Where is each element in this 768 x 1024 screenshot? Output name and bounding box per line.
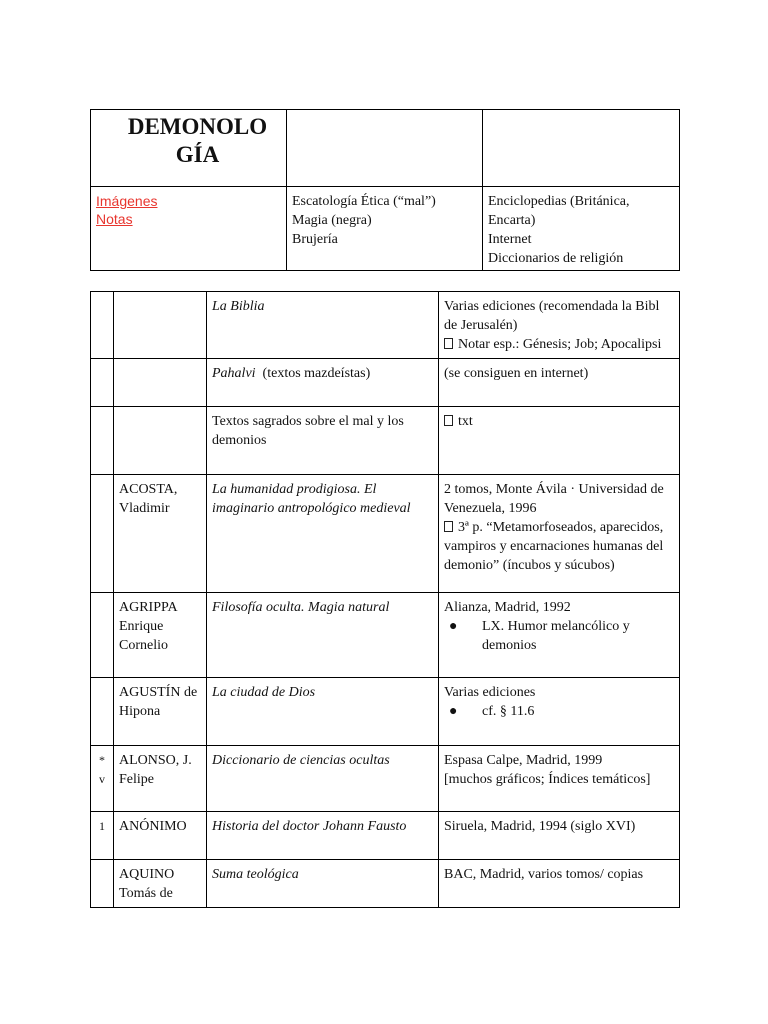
work-title: La humanidad prodigiosa. El imaginario antropológico medieval — [212, 482, 411, 516]
note-line: [muchos gráficos; Índices temáticos] — [444, 772, 651, 787]
row-mark: v — [99, 772, 105, 786]
author-name: ALONSO, J. Felipe — [119, 753, 192, 787]
note-line: BAC, Madrid, varios tomos/ copias — [444, 867, 644, 882]
topic-item: Escatología Ética (“mal”) — [292, 194, 436, 209]
work-title: La ciudad de Dios — [212, 685, 316, 700]
note-line: Alianza, Madrid, 1992 — [444, 600, 571, 615]
links-cell — [91, 187, 287, 271]
work-title: La Biblia — [212, 299, 265, 314]
source-item: Internet — [488, 232, 532, 247]
author-cell — [114, 812, 207, 860]
notes-cell — [439, 407, 680, 475]
sources-cell — [483, 187, 680, 271]
author-name: AGUSTÍN de Hipona — [119, 685, 198, 719]
topics-cell — [287, 187, 483, 271]
row-mark-cell — [91, 292, 114, 359]
author-cell — [114, 860, 207, 908]
topic-item: Magia (negra) — [292, 213, 372, 228]
notes-cell — [439, 593, 680, 678]
row-mark-cell — [91, 678, 114, 746]
bibliography-table — [90, 291, 680, 908]
table-row — [91, 407, 680, 475]
table-row — [91, 812, 680, 860]
link-notas[interactable]: Notas — [96, 211, 133, 227]
notes-cell — [439, 860, 680, 908]
header-table — [90, 109, 680, 271]
author-cell — [114, 746, 207, 812]
work-title: Diccionario de ciencias ocultas — [212, 753, 390, 768]
author-name: ACOSTA, Vladimir — [119, 482, 178, 516]
note-line: vampiros y encarnaciones humanas del — [444, 539, 664, 554]
row-mark-cell — [91, 746, 114, 812]
author-name: AQUINO Tomás de — [119, 867, 175, 901]
bullet-item — [444, 617, 679, 655]
source-item: Diccionarios de religión — [488, 251, 624, 266]
row-mark-cell — [91, 860, 114, 908]
notes-cell — [439, 746, 680, 812]
bullet-icon: ● — [449, 619, 458, 634]
source-item: Encarta) — [488, 213, 536, 228]
author-cell — [114, 359, 207, 407]
title-cell — [207, 407, 439, 475]
row-mark-cell — [91, 407, 114, 475]
note-line: Venezuela, 1996 — [444, 501, 537, 516]
source-item: Enciclopedias (Británica, — [488, 194, 630, 209]
row-mark-cell — [91, 812, 114, 860]
row-mark: * — [99, 753, 105, 767]
author-name: ANÓNIMO — [119, 819, 187, 834]
checkbox-icon — [444, 521, 453, 532]
checkbox-icon — [444, 415, 453, 426]
note-line: Varias ediciones (recomendada la Bibl — [444, 299, 660, 314]
table-row — [91, 292, 680, 359]
row-mark-cell — [91, 593, 114, 678]
title-cell — [207, 593, 439, 678]
notes-cell — [439, 475, 680, 593]
note-line: (se consiguen en internet) — [444, 366, 589, 381]
title-line-2: GÍA — [175, 142, 220, 167]
link-imagenes[interactable]: Imágenes — [96, 193, 158, 209]
work-title: Pahalvi — [212, 366, 256, 381]
table-row — [91, 860, 680, 908]
title-line-1: DEMONOLO — [127, 114, 268, 139]
title-cell — [91, 110, 287, 187]
bullet-icon: ● — [449, 704, 458, 719]
checkbox-icon — [444, 338, 453, 349]
title-cell — [207, 359, 439, 407]
notes-cell — [439, 678, 680, 746]
title-cell — [207, 475, 439, 593]
notes-cell — [439, 359, 680, 407]
bullet-text: cf. § 11.6 — [482, 704, 535, 719]
note-line: demonio” (íncubos y súcubos) — [444, 558, 615, 573]
title-cell — [207, 678, 439, 746]
author-cell — [114, 292, 207, 359]
box-note-text: txt — [458, 414, 473, 429]
bullet-item — [444, 702, 679, 721]
note-line: Espasa Calpe, Madrid, 1999 — [444, 753, 603, 768]
row-mark: 1 — [99, 819, 105, 833]
note-line-with-box — [444, 412, 679, 431]
work-title: Filosofía oculta. Magia natural — [212, 600, 390, 615]
empty-header-cell-2 — [287, 110, 483, 187]
work-title-note: (textos mazdeístas) — [262, 366, 371, 381]
work-title: Suma teológica — [212, 867, 299, 882]
note-line: 2 tomos, Monte Ávila · Universidad de — [444, 482, 664, 497]
author-name: AGRIPPA Enrique Cornelio — [119, 600, 177, 653]
row-mark-cell — [91, 359, 114, 407]
title-cell — [207, 860, 439, 908]
document-title — [91, 113, 286, 169]
box-note-text: Notar esp.: Génesis; Job; Apocalipsi — [458, 337, 662, 352]
work-title-note: Textos sagrados sobre el mal y los demonios — [212, 414, 404, 448]
author-cell — [114, 678, 207, 746]
table-row — [91, 475, 680, 593]
row-mark-cell — [91, 475, 114, 593]
author-cell — [114, 475, 207, 593]
table-row — [91, 593, 680, 678]
title-cell — [207, 746, 439, 812]
notes-cell — [439, 812, 680, 860]
note-line: de Jerusalén) — [444, 318, 518, 333]
author-cell — [114, 593, 207, 678]
title-cell — [207, 292, 439, 359]
empty-header-cell-3 — [483, 110, 680, 187]
bullet-text: LX. Humor melancólico y demonios — [482, 619, 630, 653]
box-note-text: 3ª p. “Metamorfoseados, aparecidos, — [458, 520, 664, 535]
note-line-with-box — [444, 335, 679, 354]
table-row — [91, 746, 680, 812]
note-line: Varias ediciones — [444, 685, 536, 700]
work-title: Historia del doctor Johann Fausto — [212, 819, 407, 834]
author-cell — [114, 407, 207, 475]
note-line-with-box — [444, 518, 679, 537]
topic-item: Brujería — [292, 232, 338, 247]
table-row — [91, 359, 680, 407]
title-cell — [207, 812, 439, 860]
notes-cell — [439, 292, 680, 359]
note-line: Siruela, Madrid, 1994 (siglo XVI) — [444, 819, 636, 834]
table-row — [91, 678, 680, 746]
